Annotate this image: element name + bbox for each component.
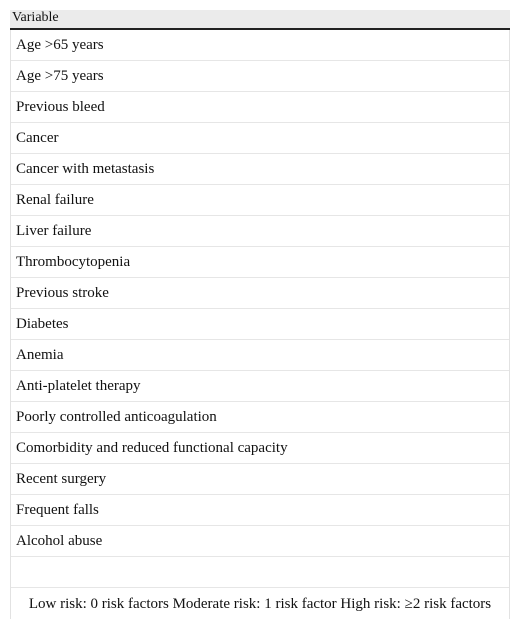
table-row: Comorbidity and reduced functional capacity xyxy=(11,433,509,464)
risk-classification-footnote: Low risk: 0 risk factors Moderate risk: 1 risk factor High risk: ≥2 risk factors xyxy=(28,596,492,612)
table-row: Previous stroke xyxy=(11,278,509,309)
table-row: Previous bleed xyxy=(11,92,509,123)
table-row: Liver failure xyxy=(11,216,509,247)
table-row: Poorly controlled anticoagulation xyxy=(11,402,509,433)
table-row: Age >65 years xyxy=(11,30,509,61)
table-row: Age >75 years xyxy=(11,61,509,92)
table-row-empty xyxy=(11,557,509,588)
table-row: Thrombocytopenia xyxy=(11,247,509,278)
table-row: Cancer xyxy=(11,123,509,154)
table-row: Renal failure xyxy=(11,185,509,216)
table-row: Cancer with metastasis xyxy=(11,154,509,185)
table-row: Anemia xyxy=(11,340,509,371)
table-row: Alcohol abuse xyxy=(11,526,509,557)
table-header-variable: Variable xyxy=(10,10,510,30)
table-row: Diabetes xyxy=(11,309,509,340)
table-body xyxy=(10,30,510,619)
risk-factor-table xyxy=(10,10,510,619)
table-row: Anti-platelet therapy xyxy=(11,371,509,402)
table-row: Recent surgery xyxy=(11,464,509,495)
table-row: Frequent falls xyxy=(11,495,509,526)
